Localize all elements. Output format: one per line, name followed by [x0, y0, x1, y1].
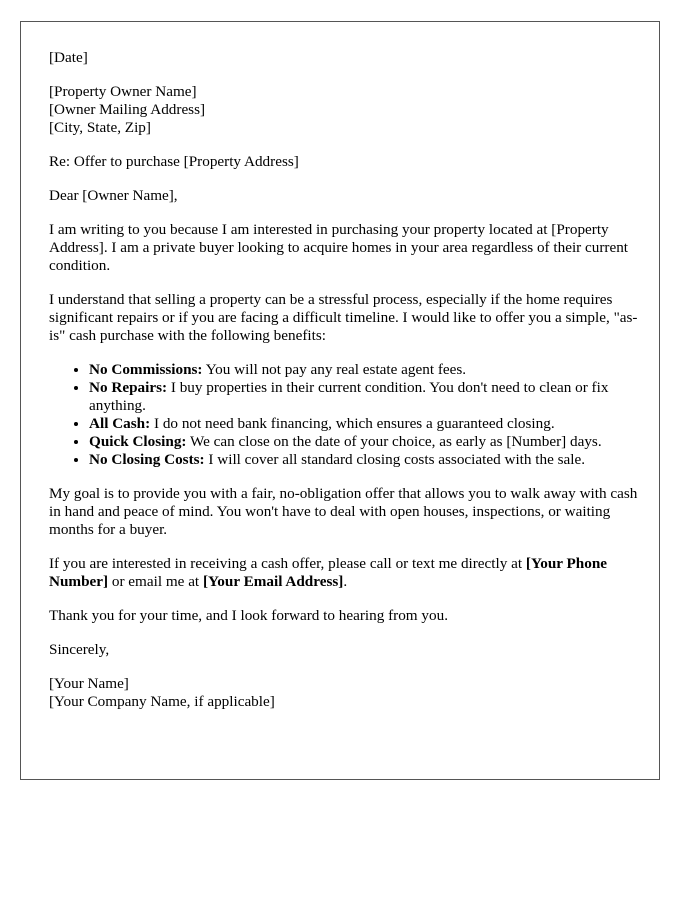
- benefit-title: No Commissions:: [89, 361, 203, 378]
- recipient-mailing-address: [Owner Mailing Address]: [49, 101, 206, 118]
- letter-salutation: Dear [Owner Name],: [49, 187, 178, 204]
- benefit-item: [89, 361, 639, 379]
- benefit-title: Quick Closing:: [89, 433, 187, 450]
- letter-body: [49, 49, 639, 727]
- signature-company: [Your Company Name, if applicable]: [49, 693, 275, 710]
- letter-closing: Sincerely,: [49, 641, 110, 658]
- contact-middle: or email me at: [108, 573, 203, 590]
- benefit-text: I do not need bank financing, which ensures a guaranteed closing.: [150, 415, 555, 432]
- recipient-city-state-zip: [City, State, Zip]: [49, 119, 151, 136]
- contact-phone: [Your Phone Number]: [49, 555, 608, 590]
- letter-page: [20, 21, 660, 780]
- paragraph-understand: I understand that selling a property can be a stressful process, especially if the home requires significant repairs or if you are facing a difficult timeline. I would like to offer you a simple, "as-is" cash purchase with the following benefits:: [49, 291, 638, 344]
- benefit-text: I will cover all standard closing costs associated with the sale.: [204, 451, 586, 468]
- paragraph-goal: My goal is to provide you with a fair, no-obligation offer that allows you to walk away with cash in hand and peace of mind. You won't have to deal with open houses, inspections, or waiting months for a buyer.: [49, 485, 638, 538]
- benefit-item: [89, 379, 639, 415]
- benefit-item: [89, 451, 639, 469]
- signature-name: [Your Name]: [49, 675, 129, 692]
- paragraph-contact: [49, 555, 639, 591]
- letter-subject: Re: Offer to purchase [Property Address]: [49, 153, 299, 170]
- benefit-text: We can close on the date of your choice, as early as [Number] days.: [186, 433, 602, 450]
- signature-block: [49, 675, 639, 711]
- benefit-title: All Cash:: [89, 415, 151, 432]
- benefit-item: [89, 415, 639, 433]
- benefit-item: [89, 433, 639, 451]
- benefit-title: No Closing Costs:: [89, 451, 205, 468]
- recipient-address-block: [49, 83, 639, 137]
- benefit-text: I buy properties in their current condition. You don't need to clean or fix anything.: [89, 379, 609, 414]
- contact-email: [Your Email Address]: [202, 573, 344, 590]
- paragraph-thanks: Thank you for your time, and I look forward to hearing from you.: [49, 607, 448, 624]
- benefit-title: No Repairs:: [89, 379, 168, 396]
- benefit-text: You will not pay any real estate agent fees.: [202, 361, 467, 378]
- letter-date: [Date]: [49, 49, 88, 66]
- paragraph-intro: I am writing to you because I am interested in purchasing your property located at [Property Address]. I am a private buyer looking to acquire homes in your area regardless of their current condition.: [49, 221, 629, 274]
- recipient-name: [Property Owner Name]: [49, 83, 197, 100]
- contact-lead: If you are interested in receiving a cash offer, please call or text me directly at: [49, 555, 526, 572]
- benefits-list: [49, 361, 639, 469]
- contact-end: .: [343, 573, 348, 590]
